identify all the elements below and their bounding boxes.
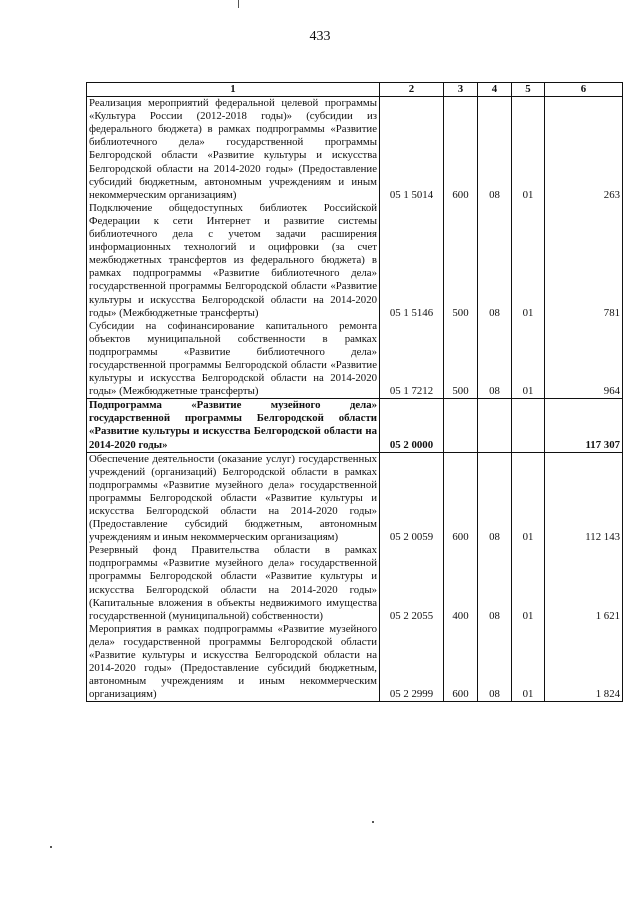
row-description: Реализация мероприятий федеральной целевой программы «Культура России (2012-2018 годы)» (субсидии из федерального бюджета) в рамках подпрограммы «Развитие библиотечного дела» государственной программы Белгородской области «Развитие культуры и искусства Белгородской области на 2014-2020 годы» (Предоставление субсидий бюджетным, автономным учреждениям и иным некоммерческим организациям) — [89, 97, 377, 201]
row-description: Мероприятия в рамках подпрограммы «Развитие музейного дела» государственной программы Белгородской области «Развитие культуры и искусства Белгородской области на 2014-2020 годы» (Предоставление субсидий бюджетным, автономным учреждениям и иным некоммерческим организациям) — [89, 622, 377, 701]
row-expense-type: 400 — [452, 609, 469, 622]
row-amount: 112 143 — [585, 531, 620, 544]
row-section: 08 — [489, 385, 500, 398]
table-header-row — [87, 83, 623, 97]
row-subsection: 01 — [522, 188, 534, 201]
row-subsection: 01 — [522, 306, 534, 319]
row-amount: 781 — [603, 306, 620, 319]
row-description: Подключение общедоступных библиотек Российской Федерации к сети Интернет и развитие системы библиотечного дела с учетом задачи расширения информационных технологий и оцифровки (за счет межбюджетных трансфертов из федерального бюджета) в рамках подпрограммы «Развитие библиотечного дела» государственной программы Белгородской области «Развитие культуры и искусства Белгородской области на 2014-2020 годы» (Межбюджетные трансферты) — [89, 201, 377, 319]
row-description: Обеспечение деятельности (оказание услуг) государственных учреждений (организаций) Белгородской области в рамках подпрограммы «Развитие музейного дела» государственной программы Белгородской области «Развитие культуры и искусства Белгородской области на 2014-2020 годы» (Предоставление субсидий бюджетным, автономным учреждениям и иным некоммерческим организациям) — [89, 452, 377, 544]
row-subsection — [514, 399, 542, 451]
row-expense-type: 500 — [452, 306, 469, 319]
col-header-1: 1 — [87, 83, 380, 97]
row-amount: 964 — [603, 385, 620, 398]
row-amount: 117 307 — [585, 438, 620, 451]
row-amount-cell — [545, 452, 623, 702]
row-expense-type-cell — [444, 452, 478, 702]
row-subsection-cell — [512, 399, 545, 452]
row-code: 05 2 2055 — [389, 609, 434, 622]
table-row — [87, 399, 623, 452]
row-code-cell — [380, 452, 444, 702]
col-header-2: 2 — [380, 83, 444, 97]
col-header-5: 5 — [512, 83, 545, 97]
row-expense-type-cell — [444, 399, 478, 452]
row-amount: 1 824 — [595, 688, 620, 701]
row-amount: 1 621 — [595, 609, 620, 622]
col-header-6: 6 — [545, 83, 623, 97]
budget-table — [86, 82, 623, 702]
row-description: Субсидии на софинансирование капитального ремонта объектов муниципальной собственности в рамках подпрограммы «Развитие библиотечного дела» государственной программы Белгородской области «Развитие культуры и искусства Белгородской области на 2014-2020 годы» (Межбюджетные трансферты) — [89, 319, 377, 398]
row-description: Подпрограмма «Развитие музейного дела» государственной программы Белгородской области «Развитие культуры и искусства Белгородской области на 2014-2020 годы» — [89, 399, 377, 451]
row-amount: 263 — [603, 188, 620, 201]
row-code: 05 2 0059 — [389, 531, 434, 544]
row-code: 05 1 5014 — [389, 188, 434, 201]
scan-dot — [372, 821, 374, 823]
row-section — [480, 399, 509, 451]
row-code: 05 2 2999 — [389, 688, 434, 701]
top-scan-mark — [238, 0, 239, 8]
row-subsection: 01 — [522, 385, 534, 398]
col-header-3: 3 — [444, 83, 478, 97]
row-section-cell — [478, 452, 512, 702]
row-code: 05 1 7212 — [389, 385, 434, 398]
row-expense-type: 600 — [452, 688, 469, 701]
row-subsection: 01 — [522, 688, 534, 701]
scan-dot — [50, 846, 52, 848]
row-section: 08 — [489, 609, 500, 622]
row-description-cell — [87, 97, 380, 399]
row-description: Резервный фонд Правительства области в рамках подпрограммы «Развитие музейного дела» государственной программы Белгородской области «Развитие культуры и искусства Белгородской области на 2014-2020 годы» (Капитальные вложения в объекты недвижимого имущества государственной (муниципальной) собственности) — [89, 544, 377, 622]
row-code-cell — [380, 399, 444, 452]
row-amount-cell — [545, 97, 623, 399]
row-section: 08 — [489, 306, 500, 319]
row-code: 05 1 5146 — [389, 306, 434, 319]
row-section-cell — [478, 399, 512, 452]
row-subsection-cell — [512, 97, 545, 399]
row-expense-type: 600 — [452, 531, 469, 544]
row-section: 08 — [489, 188, 500, 201]
row-expense-type — [446, 399, 475, 451]
row-code: 05 2 0000 — [389, 438, 434, 451]
row-section: 08 — [489, 531, 500, 544]
table-body — [87, 97, 623, 702]
row-description-cell — [87, 399, 380, 452]
row-subsection: 01 — [522, 609, 534, 622]
row-section: 08 — [489, 688, 500, 701]
row-expense-type: 600 — [452, 188, 469, 201]
row-expense-type: 500 — [452, 385, 469, 398]
row-section-cell — [478, 97, 512, 399]
row-code-cell — [380, 97, 444, 399]
row-expense-type-cell — [444, 97, 478, 399]
row-description-cell — [87, 452, 380, 702]
row-amount-cell — [545, 399, 623, 452]
row-subsection: 01 — [522, 531, 534, 544]
table-row — [87, 452, 623, 702]
page-number: 433 — [309, 29, 331, 44]
row-subsection-cell — [512, 452, 545, 702]
table-row — [87, 97, 623, 399]
col-header-4: 4 — [478, 83, 512, 97]
